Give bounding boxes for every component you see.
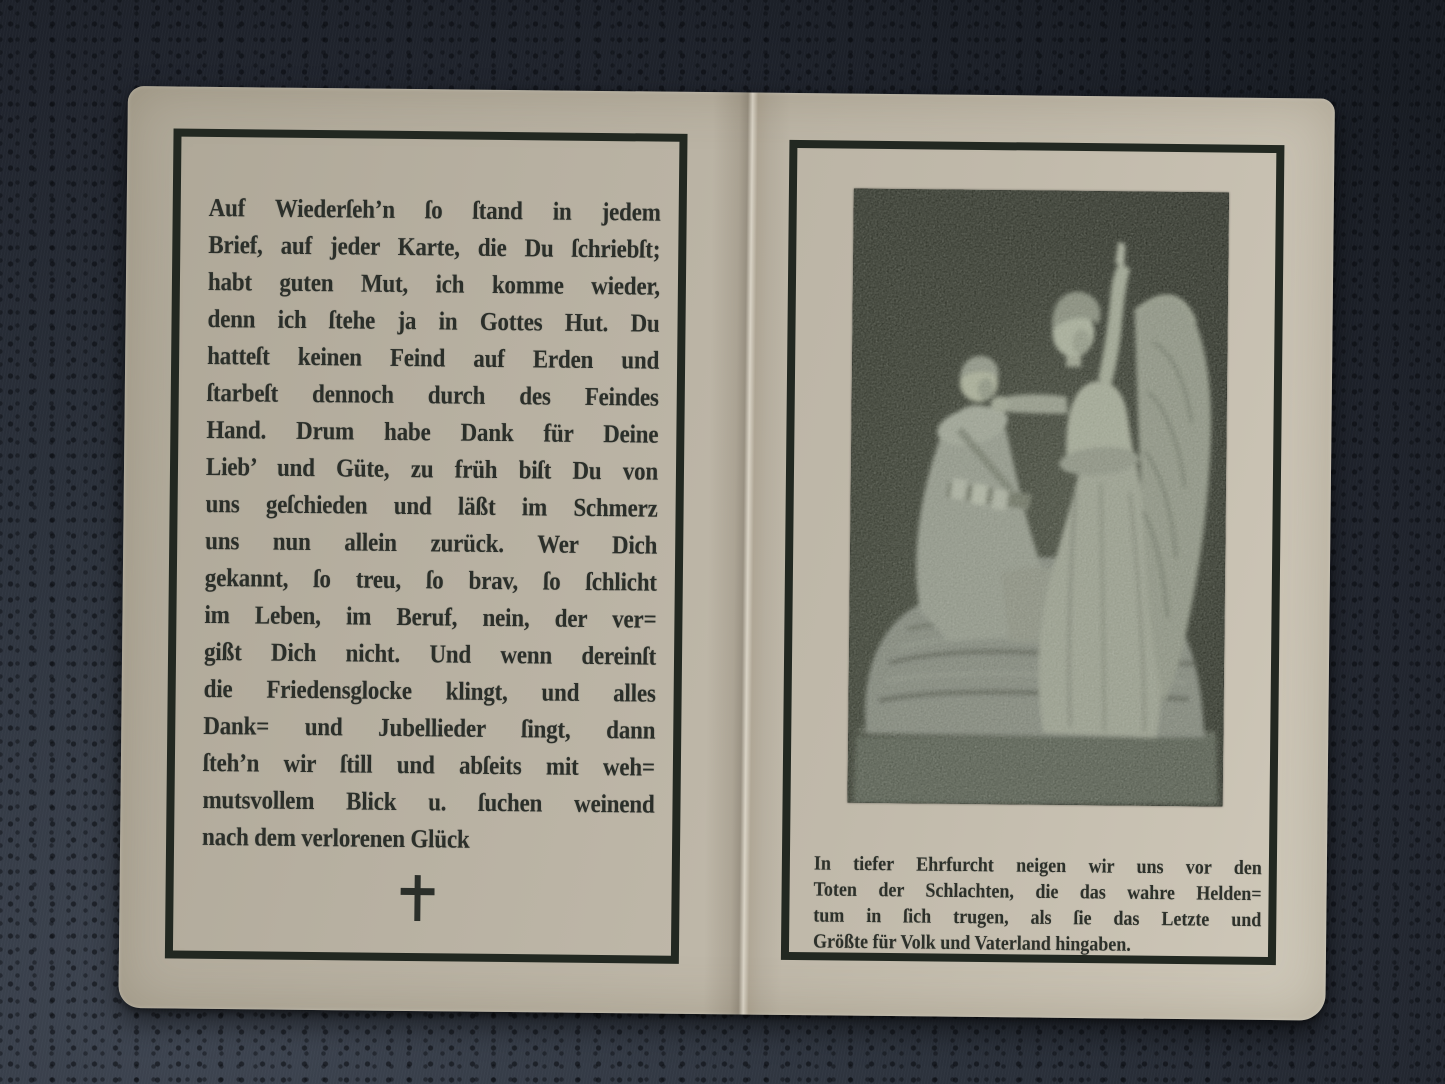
- poem-line: Hand. Drum habe Dank für Deine: [206, 415, 659, 449]
- poem-line: ſteh’n wir ſtill und abſeits mit weh=: [202, 748, 656, 782]
- statue-illustration: [848, 189, 1229, 807]
- poem-line: habt guten Mut, ich komme wieder,: [207, 267, 661, 301]
- poem-line: Auf Wiederſeh’n ſo ſtand in jedem: [208, 193, 661, 227]
- poem-line: mutsvollem Blick u. ſuchen weinend: [202, 785, 655, 819]
- memorial-card: [118, 86, 1335, 1021]
- poem-line: denn ich ſtehe ja in Gottes Hut. Du: [207, 304, 660, 338]
- caption-line: In tiefer Ehrfurcht neigen wir uns vor den: [813, 851, 1262, 879]
- photo-caption: [813, 848, 1262, 957]
- poem-line: nach dem verlorenen Glück: [201, 822, 470, 854]
- poem-line: gißt Dich nicht. Und wenn dereinſt: [203, 637, 657, 671]
- poem-line: ſtarbeſt dennoch durch des Feindes: [206, 378, 659, 412]
- caption-line: Größte für Volk und Vaterland hingaben.: [812, 929, 1131, 956]
- poem-line: Dank= und Jubellieder ſingt, dann: [203, 711, 656, 745]
- right-page: [118, 86, 1335, 1021]
- poem-line: hatteſt keinen Feind auf Erden und: [207, 341, 660, 375]
- poem-line: gekannt, ſo treu, ſo brav, ſo ſchlicht: [204, 563, 657, 597]
- right-page-border-frame: [781, 140, 1285, 965]
- poem-line: im Leben, im Beruf, nein, der ver=: [204, 600, 657, 634]
- caption-line: Toten der Schlachten, die das wahre Helden=: [813, 877, 1262, 905]
- poem-line: die Friedensglocke klingt, und alles: [203, 674, 656, 708]
- caption-line: tum in ſich trugen, als ſie das Letzte und: [813, 903, 1262, 931]
- poem-line: uns nun allein zurück. Wer Dich: [205, 526, 658, 560]
- statue-photo: [848, 189, 1229, 807]
- poem-line: Brief, auf jeder Karte, die Du ſchriebſt;: [208, 230, 661, 264]
- poem-line: Lieb’ und Güte, zu früh biſt Du von: [205, 452, 659, 486]
- poem-line: uns geſchieden und läßt im Schmerz: [205, 489, 658, 523]
